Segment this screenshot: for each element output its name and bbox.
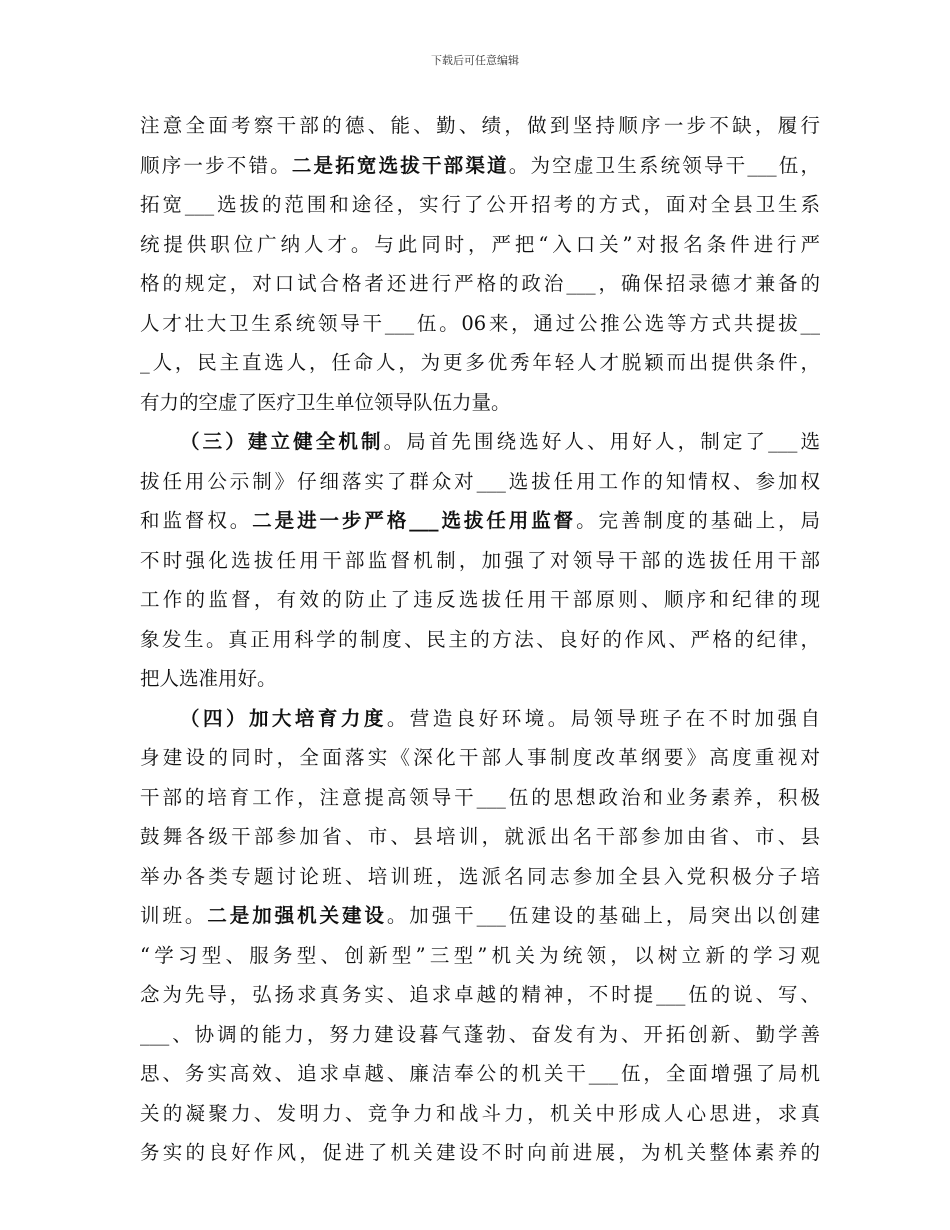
text-run: 顺序一步不错。 — [140, 153, 292, 177]
text-run: 拔任用公示制》仔细落实了群众对___选拔任用工作的知情权、参加权 — [140, 469, 820, 493]
text-line — [140, 462, 820, 502]
text-line — [140, 541, 820, 581]
text-line — [140, 1015, 820, 1055]
text-run: 有力的空虚了医疗卫生单位领导队伍力量。 — [140, 390, 511, 414]
text-line — [140, 304, 820, 344]
text-run: 和监督权。 — [140, 509, 253, 532]
text-run: 不时强化选拔任用干部监督机制，加强了对领导干部的选拔任用干部 — [140, 548, 820, 572]
text-run: 身建设的同时，全面落实《深化干部人事制度改革纲要》高度重视对 — [140, 746, 820, 769]
text-run: 统提供职位广纳人才。与此同时，严把“入口关”对报名条件进行严 — [140, 232, 820, 256]
bold-text-run: 二是加强机关建设 — [207, 904, 387, 927]
text-run: 工作的监督，有效的防止了违反选拔任用干部原则、顺序和纪律的现 — [140, 588, 820, 611]
text-line — [140, 659, 820, 699]
text-run: 象发生。真正用科学的制度、民主的方法、良好的作风、严格的纪律， — [140, 627, 820, 651]
text-line — [140, 936, 820, 976]
text-run: 举办各类专题讨论班、培训班，选派名同志参加全县入党积极分子培 — [140, 864, 820, 888]
text-run: 。加强干___伍建设的基础上，局突出以创建 — [386, 904, 820, 927]
text-run: 干部的培育工作，注意提高领导干___伍的思想政治和业务素养，积极 — [140, 785, 820, 809]
text-line — [140, 620, 820, 660]
text-line — [140, 778, 820, 818]
text-line — [140, 857, 820, 897]
text-run: 把人选准用好。 — [140, 667, 277, 690]
bold-text-run: 二是进一步严格___选拔任用监督 — [252, 509, 577, 532]
text-run: 人才壮大卫生系统领导干___伍。06来，通过公推公选等方式共提拔__ — [140, 311, 820, 335]
text-run: 鼓舞各级干部参加省、市、县培训，就派出名干部参加由省、市、县 — [140, 825, 820, 848]
text-run: 训班。 — [140, 904, 208, 927]
text-line — [140, 501, 820, 541]
text-run: 格的规定，对口试合格者还进行严格的政治___，确保招录德才兼备的 — [140, 272, 820, 295]
text-run: 思、务实高效、追求卓越、廉洁奉公的机关干___伍，全面增强了局机 — [140, 1062, 820, 1085]
text-run: 。局首先围绕选好人、用好人，制定了___选 — [383, 430, 820, 453]
text-line — [140, 146, 820, 186]
text-line — [140, 343, 820, 383]
bold-text-run: （四）加大培育力度 — [180, 706, 387, 730]
text-run: 注意全面考察干部的德、能、勤、绩，做到坚持顺序一步不缺，履行 — [140, 114, 820, 137]
text-run: _人，民主直选人，任命人，为更多优秀年轻人才脱颖而出提供条件， — [140, 351, 820, 374]
section-heading-line — [140, 699, 820, 739]
text-run: 拓宽___选拔的范围和途径，实行了公开招考的方式，面对全县卫生系 — [140, 193, 820, 216]
text-run: “学习型、服务型、创新型”三型”机关为统领，以树立新的学习观 — [140, 943, 820, 967]
text-run: 关的凝聚力、发明力、竞争力和战斗力，机关中形成人心思进，求真 — [140, 1101, 820, 1125]
text-line — [140, 738, 820, 778]
text-run: 。营造良好环境。局领导班子在不时加强自 — [386, 706, 820, 730]
text-run: 。为空虚卫生系统领导干___伍， — [508, 153, 820, 177]
text-line — [140, 1133, 820, 1173]
text-line — [140, 1094, 820, 1134]
text-line — [140, 185, 820, 225]
text-line — [140, 580, 820, 620]
bold-text-run: （三）建立健全机制 — [180, 430, 384, 453]
text-line — [140, 817, 820, 857]
text-line — [140, 225, 820, 265]
text-run: 念为先导，弘扬求真务实、追求卓越的精神，不时提___伍的说、写、 — [140, 983, 820, 1006]
page-header-note: 下载后可任意编辑 — [431, 54, 519, 67]
text-line — [140, 896, 820, 936]
text-run: 。完善制度的基础上，局 — [576, 509, 820, 532]
text-line — [140, 1054, 820, 1094]
text-line — [140, 264, 820, 304]
text-run: ___、协调的能力，努力建设暮气蓬勃、奋发有为、开拓创新、勤学善 — [140, 1022, 820, 1046]
bold-text-run: 二是拓宽选拔干部渠道 — [291, 153, 509, 177]
text-run: 务实的良好作风，促进了机关建设不时向前进展，为机关整体素养的 — [140, 1141, 820, 1164]
text-line — [140, 975, 820, 1015]
text-line — [140, 383, 820, 423]
section-heading-line — [140, 422, 820, 462]
text-line — [140, 106, 820, 146]
document-body — [140, 106, 820, 1173]
